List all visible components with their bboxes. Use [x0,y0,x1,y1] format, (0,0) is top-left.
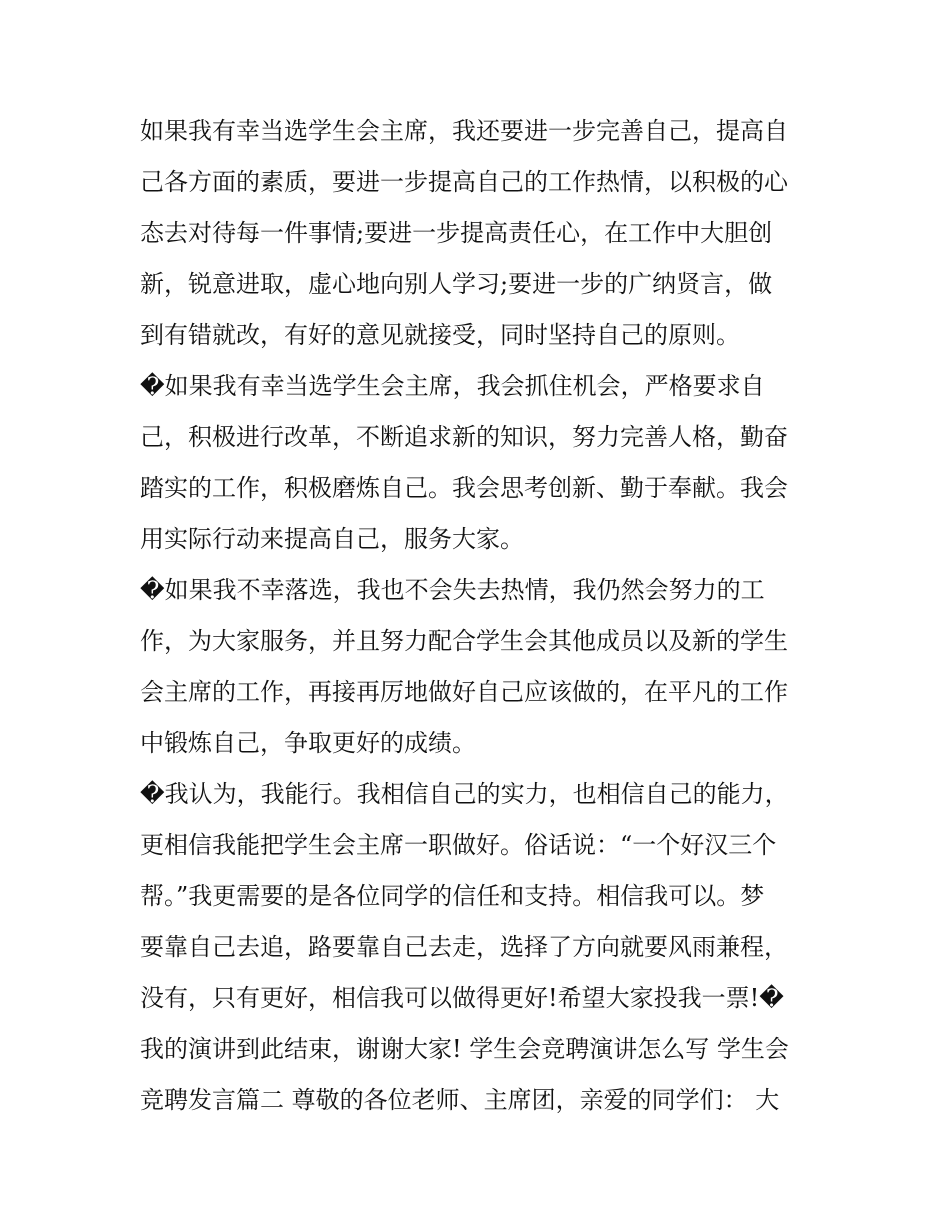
text-line: �如果我不幸落选，我也不会失去热情，我仍然会努力的工 [140,576,765,604]
document-body-text [140,106,820,1126]
text-line: 己各方面的素质，要进一步提高自己的工作热情，以积极的心 [140,168,788,196]
text-line: 己，积极进行改革，不断追求新的知识，努力完善人格，勤奋 [140,423,788,451]
text-line: 态去对待每一件事情;要进一步提高责任心，在工作中大胆创 [140,219,773,247]
text-line: 帮。”我更需要的是各位同学的信任和支持。相信我可以。梦 [140,882,765,910]
text-line: �我认为，我能行。我相信自己的实力，也相信自己的能力， [140,780,789,808]
text-line: 作，为大家服务，并且努力配合学生会其他成员以及新的学生 [140,627,788,655]
text-line: 竞聘发言篇二 尊敬的各位老师、主席团，亲爱的同学们： 大 [140,1086,780,1114]
text-line: 我的演讲到此结束，谢谢大家! 学生会竞聘演讲怎么写 学生会 [140,1035,789,1063]
text-line: 中锻炼自己，争取更好的成绩。 [140,729,476,757]
text-line: 新，锐意进取，虚心地向别人学习;要进一步的广纳贤言，做 [140,270,773,298]
text-line: 如果我有幸当选学生会主席，我还要进一步完善自己，提高自 [140,117,788,145]
text-line: 要靠自己去追，路要靠自己去走，选择了方向就要风雨兼程， [140,933,788,961]
text-line: 会主席的工作，再接再厉地做好自己应该做的，在平凡的工作 [140,678,788,706]
text-line: 更相信我能把学生会主席一职做好。俗话说：“一个好汉三个 [140,831,777,859]
text-line: �如果我有幸当选学生会主席，我会抓住机会，严格要求自 [140,372,765,400]
text-line: 用实际行动来提高自己，服务大家。 [140,525,524,553]
text-line: 到有错就改，有好的意见就接受，同时坚持自己的原则。 [140,321,740,349]
text-line: 没有，只有更好，相信我可以做得更好!希望大家投我一票!� [140,984,784,1012]
text-line: 踏实的工作，积极磨炼自己。我会思考创新、勤于奉献。我会 [140,474,788,502]
